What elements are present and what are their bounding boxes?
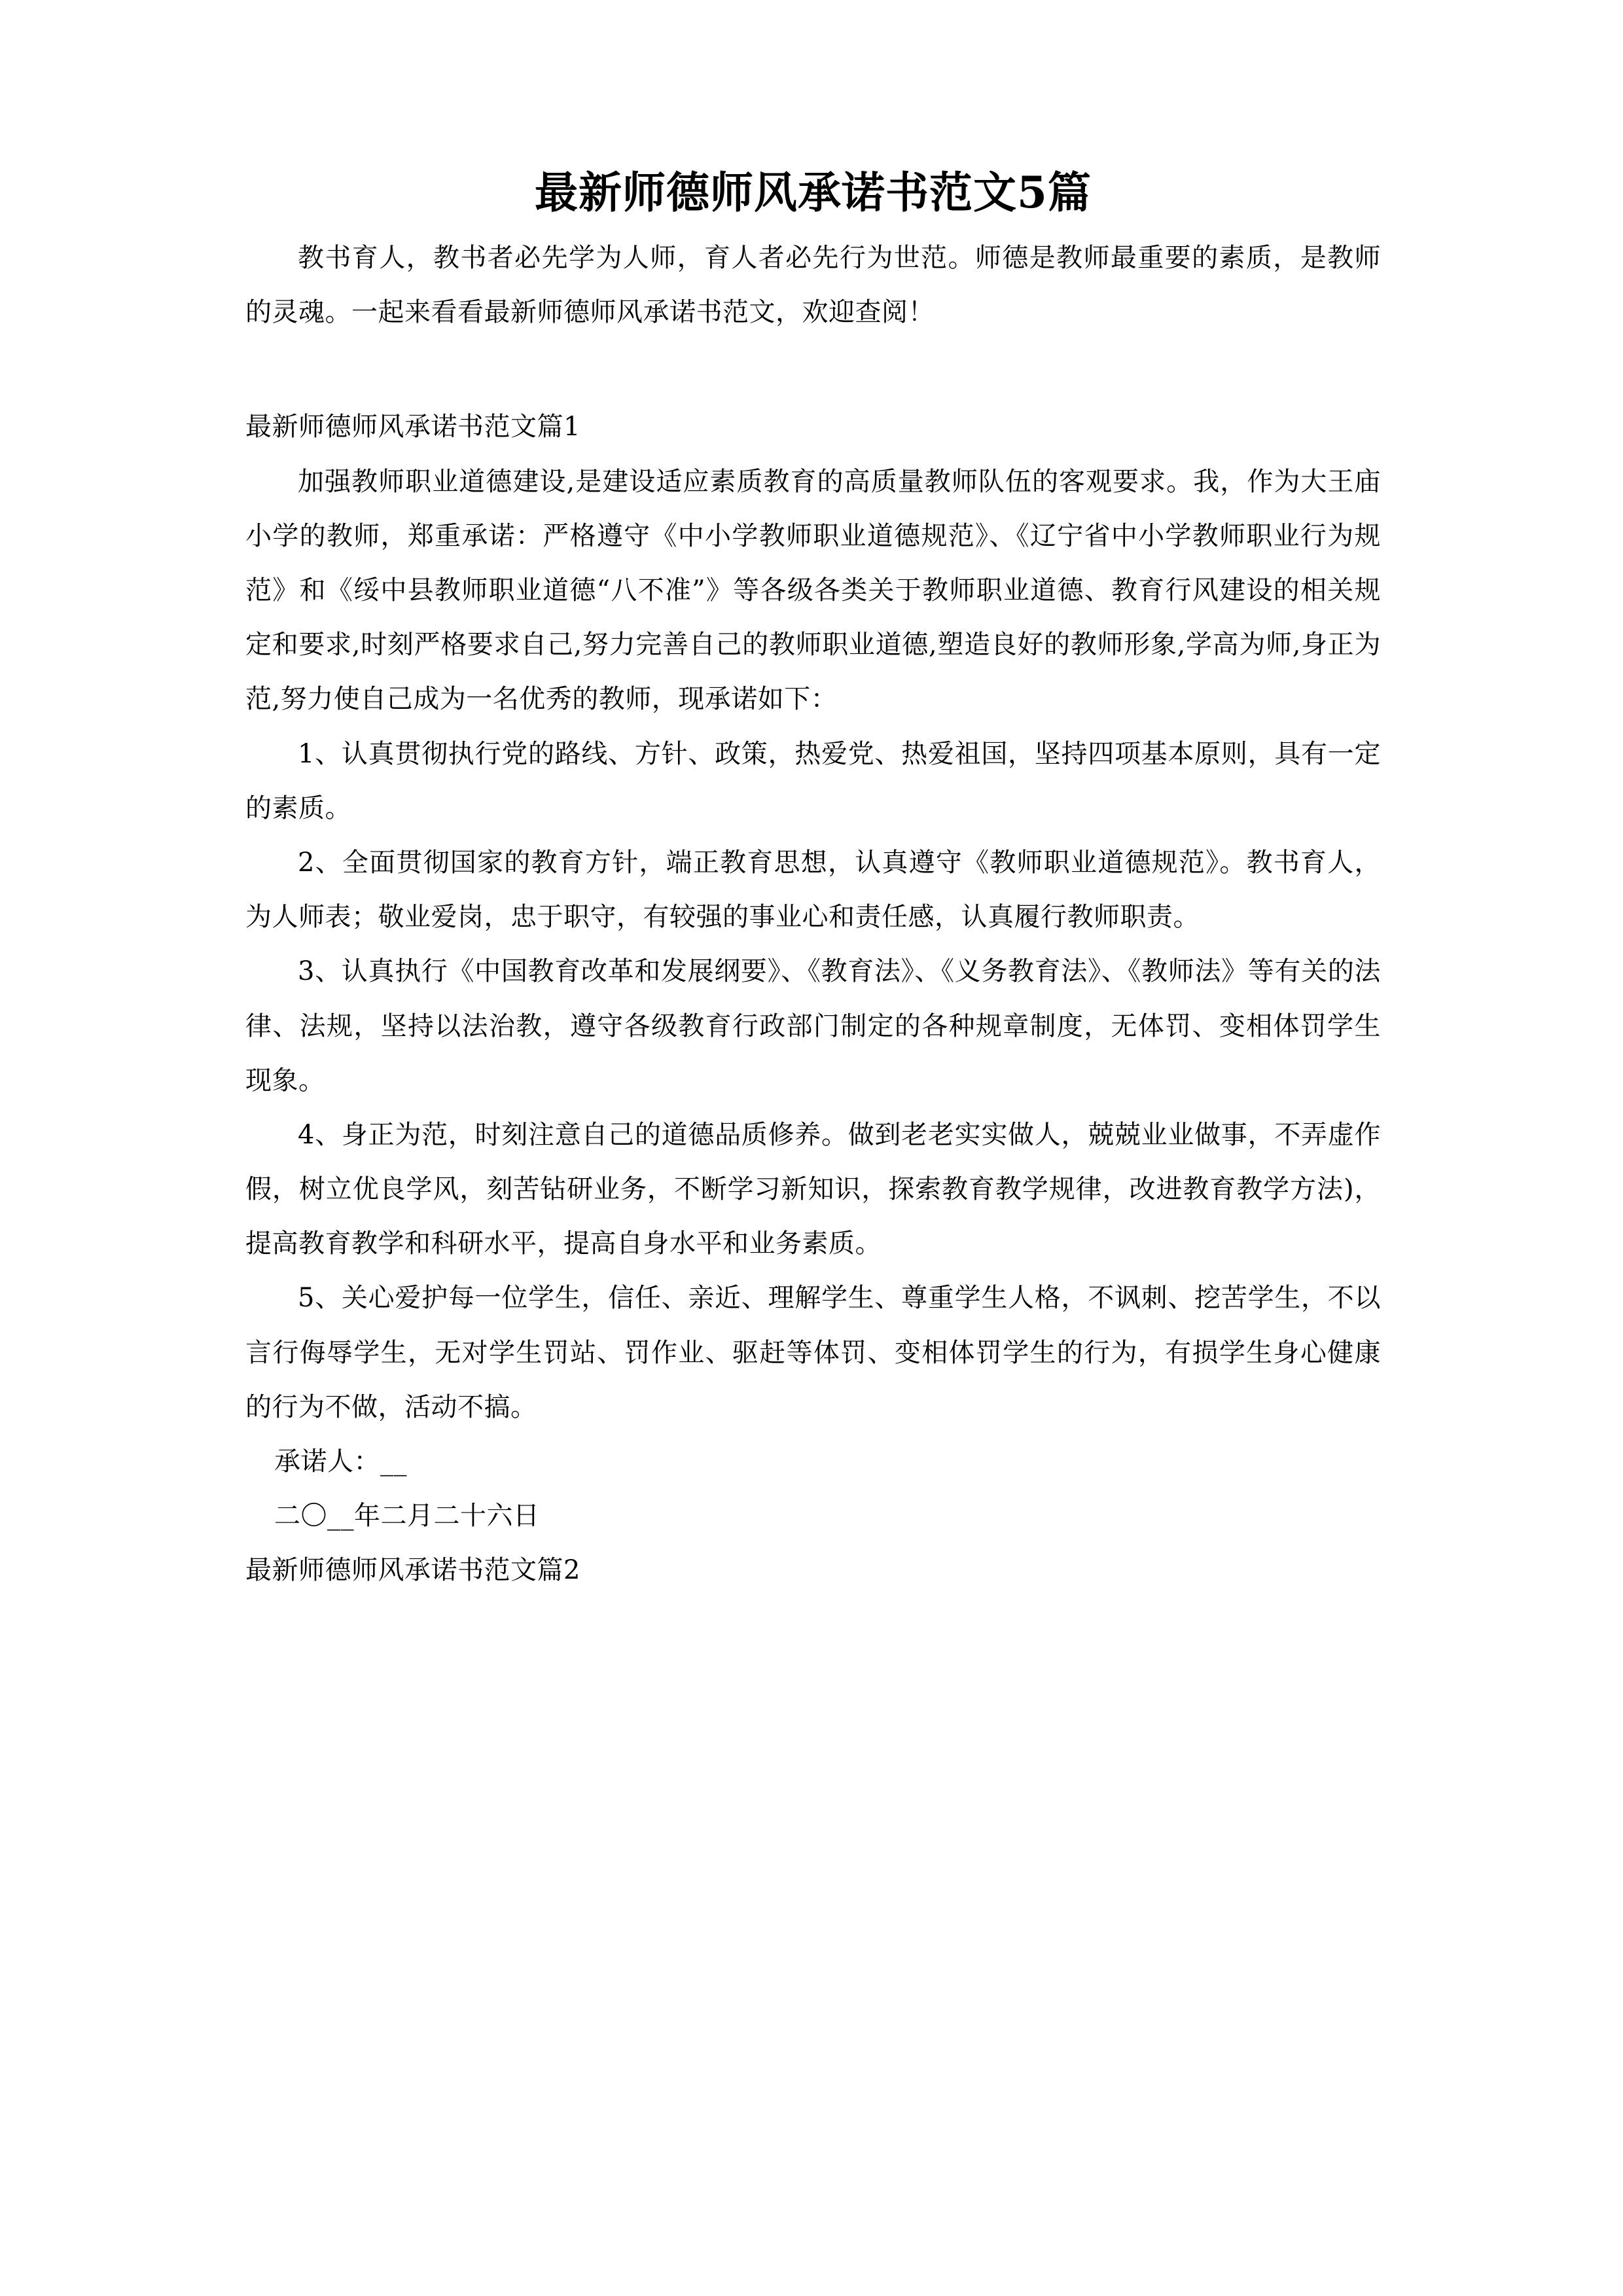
commitment-item-4: 4、身正为范，时刻注意自己的道德品质修养。做到老老实实做人，兢兢业业做事，不弄虚作假，树立优良学风，刻苦钻研业务，不断学习新知识，探索教育教学规律，改进教育教学方法)，提高教育教学和科研水平，提高自身水平和业务素质。 xyxy=(245,1119,1381,1259)
section-heading-1: 最新师德师风承诺书范文篇1 xyxy=(245,412,580,442)
date-line: 二〇__年二月二十六日 xyxy=(274,1501,540,1532)
document-body xyxy=(245,164,1381,1598)
commitment-item-1: 1、认真贯彻执行党的路线、方针、政策，热爱党、热爱祖国，坚持四项基本原则，具有一定的素质。 xyxy=(245,738,1381,823)
section-1-lead-paragraph: 加强教师职业道德建设,是建设适应素质教育的高质量教师队伍的客观要求。我，作为大王庙小学的教师，郑重承诺：严格遵守《中小学教师职业道德规范》、《辽宁省中小学教师职业行为规范》和《绥中县教师职业道德“八不准”》等各级各类关于教师职业道德、教育行风建设的相关规定和要求,时刻严格要求自己,努力完善自己的教师职业道德,塑造良好的教师形象,学高为师,身正为范,努力使自己成为一名优秀的教师，现承诺如下： xyxy=(245,466,1381,715)
commitment-item-5: 5、关心爱护每一位学生，信任、亲近、理解学生、尊重学生人格，不讽刺、挖苦学生，不以言行侮辱学生，无对学生罚站、罚作业、驱赶等体罚、变相体罚学生的行为，有损学生身心健康的行为不做，活动不搞。 xyxy=(245,1283,1381,1422)
signature-block xyxy=(245,1435,1381,1543)
page-title: 最新师德师风承诺书范文5篇 xyxy=(535,167,1092,218)
section-heading-2: 最新师德师风承诺书范文篇2 xyxy=(245,1555,580,1586)
intro-paragraph: 教书育人，教书者必先学为人师，育人者必先行为世范。师德是教师最重要的素质，是教师的灵魂。一起来看看最新师德师风承诺书范文，欢迎查阅！ xyxy=(245,243,1381,328)
commitment-item-3: 3、认真执行《中国教育改革和发展纲要》、《教育法》、《义务教育法》、《教师法》等有关的法律、法规，坚持以法治教，遵守各级教育行政部门制定的各种规章制度，无体罚、变相体罚学生现象。 xyxy=(245,956,1381,1096)
section-gap xyxy=(245,340,1381,400)
commitment-item-2: 2、全面贯彻国家的教育方针，端正教育思想，认真遵守《教师职业道德规范》。教书育人，为人师表；敬业爱岗，忠于职守，有较强的事业心和责任感，认真履行教师职责。 xyxy=(245,847,1381,933)
signer-line: 承诺人：__ xyxy=(274,1446,407,1477)
